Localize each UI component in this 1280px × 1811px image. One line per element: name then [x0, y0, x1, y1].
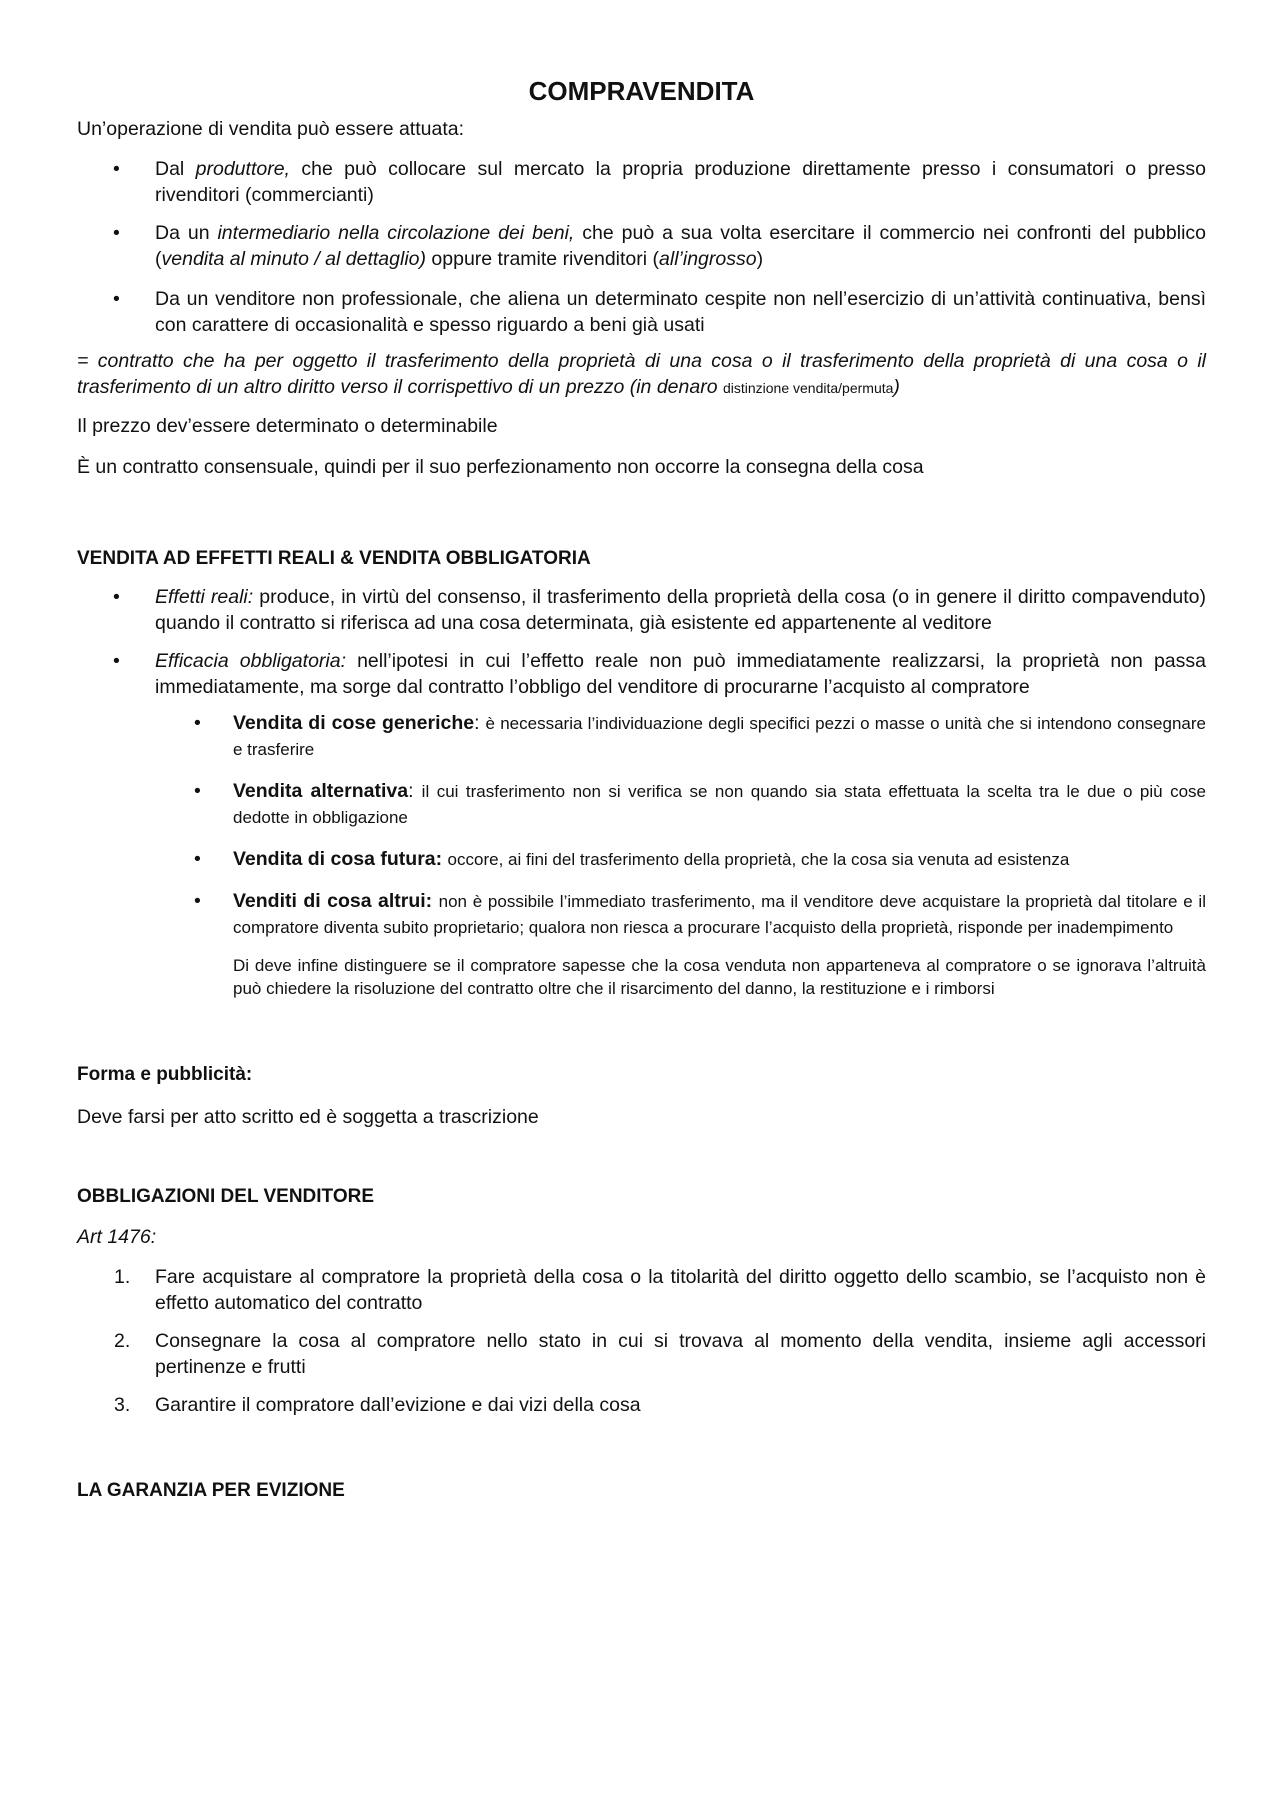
section-heading: VENDITA AD EFFETTI REALI & VENDITA OBBLIGATORIA	[77, 548, 591, 569]
article-ref: Art 1476:	[77, 1226, 157, 1248]
list-item: 3. Garantire il compratore dall’evizione e dai vizi della cosa	[114, 1394, 641, 1416]
list-item: • Efficacia obbligatoria: nell’ipotesi in cui l’effetto reale non può immediatamente realizzarsi, la proprietà non passa immediatamente, ma sorge dal contratto l’obbligo del venditore di procurarne l’acquisto al compratore	[77, 648, 1206, 700]
intro-text: Un’operazione di vendita può essere attuata:	[77, 118, 465, 140]
list-item: • Dal produttore, che può collocare sul mercato la propria produzione direttamente presso i consumatori o presso rivenditori (commercianti)	[77, 156, 1206, 208]
price-text: Il prezzo dev’essere determinato o determinabile	[77, 415, 498, 437]
list-item: • Venditi di cosa altrui: non è possibile l’immediato trasferimento, ma il venditore deve acquistare la proprietà dal titolare e il compratore diventa subito proprietario; qualora non riesca a procurare l’acquisto della proprietà, risponde per inadempimento	[77, 888, 1206, 940]
page-title: COMPRAVENDITA	[528, 76, 755, 106]
list-item: • Vendita di cose generiche: è necessaria l’individuazione degli specifici pezzi o masse o unità che si intendono consegnare e trasferire	[77, 710, 1206, 762]
list-item: • Da un intermediario nella circolazione dei beni, che può a sua volta esercitare il commercio nei confronti del pubblico (vendita al minuto / al dettaglio) oppure tramite rivenditori (all’ingrosso)	[77, 220, 1206, 272]
consensual-text: È un contratto consensuale, quindi per il suo perfezionamento non occorre la consegna della cosa	[77, 456, 924, 478]
list-item: 1. Fare acquistare al compratore la proprietà della cosa o la titolarità del diritto oggetto dello scambio, se l’acquisto non è effetto automatico del contratto	[114, 1266, 1206, 1314]
section-heading: LA GARANZIA PER EVIZIONE	[77, 1480, 345, 1501]
sellers-list	[77, 156, 1206, 338]
obligations-list	[77, 1264, 1206, 1418]
document-body	[77, 74, 1206, 1504]
definition-text: = contratto che ha per oggetto il trasferimento della proprietà di una cosa o il trasferimento della proprietà di una cosa o il trasferimento di un altro diritto verso il corrispettivo di un prezzo (in denaro distinzione vendita/permuta)	[77, 350, 1206, 398]
list-item: • Effetti reali: produce, in virtù del consenso, il trasferimento della proprietà della cosa (o in genere il diritto compavenduto) quando il contratto si riferisca ad una cosa determinata, già esistente ed appartenente al veditore	[77, 584, 1206, 636]
list-item: • Da un venditore non professionale, che aliena un determinato cespite non nell’esercizio di un’attività continuativa, bensì con carattere di occasionalità e spesso riguardo a beni già usati	[77, 286, 1206, 338]
altruita-note: Di deve infine distinguere se il compratore sapesse che la cosa venduta non apparteneva al compratore o se ignorava l’altruità può chiedere la risoluzione del contratto oltre che il risarcimento del danno, la restituzione e i rimborsi	[233, 956, 1206, 998]
list-item: • Vendita alternativa: il cui trasferimento non si verifica se non quando sia stata effettuata la scelta tra le due o più cose dedotte in obbligazione	[77, 778, 1206, 830]
list-item: • Vendita di cosa futura: occore, ai fini del trasferimento della proprietà, che la cosa sia venuta ad esistenza	[77, 846, 1206, 872]
effects-list	[77, 584, 1206, 700]
sale-types-list	[77, 710, 1206, 940]
section-heading: OBBLIGAZIONI DEL VENDITORE	[77, 1186, 374, 1207]
form-text: Deve farsi per atto scritto ed è soggetta a trascrizione	[77, 1106, 539, 1128]
list-item: 2. Consegnare la cosa al compratore nello stato in cui si trovava al momento della vendita, insieme agli accessori pertinenze e frutti	[114, 1330, 1206, 1378]
section-heading: Forma e pubblicità:	[77, 1064, 253, 1085]
